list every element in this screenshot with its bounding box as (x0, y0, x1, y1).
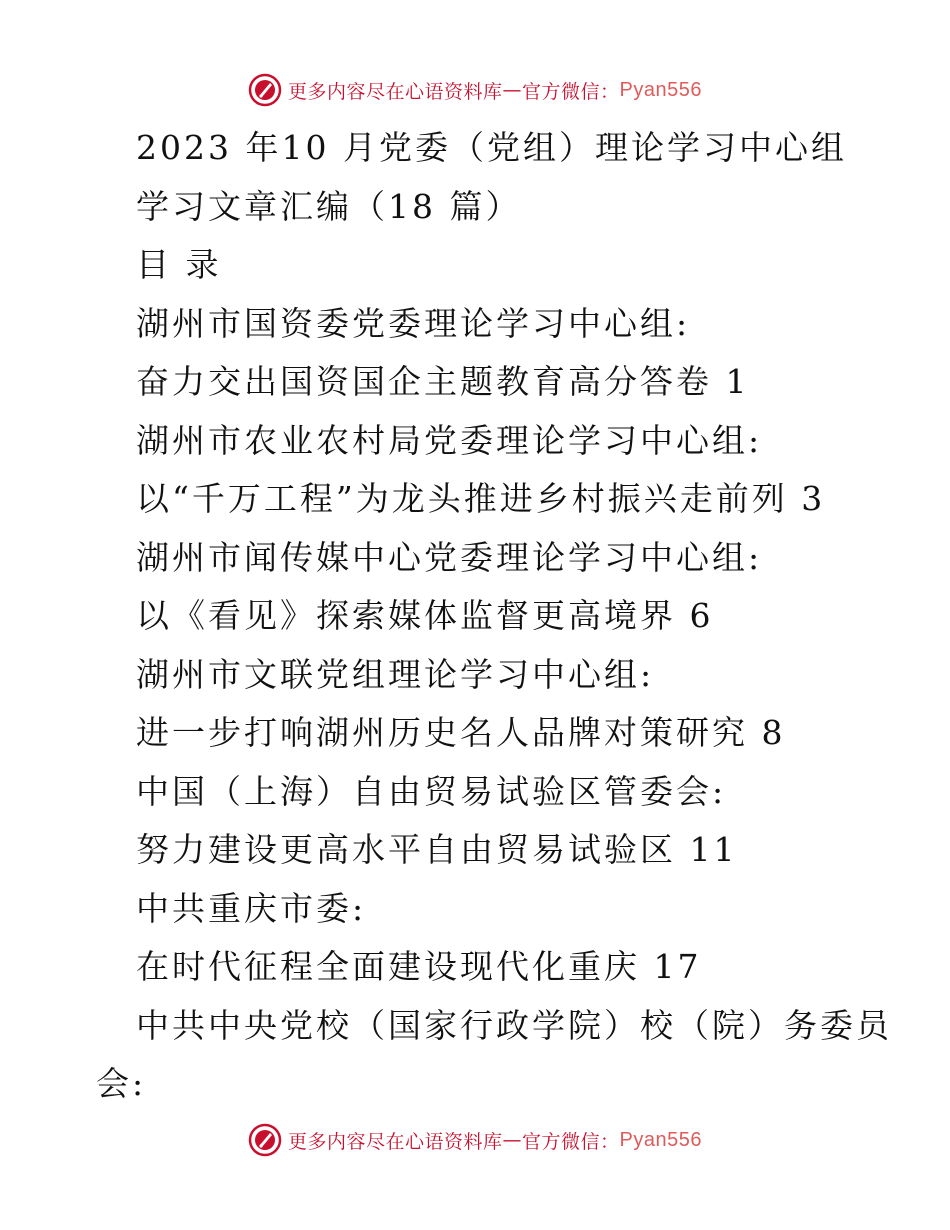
toc-line: 中国（上海）自由贸易试验区管委会: (136, 772, 727, 811)
watermark-text: 更多内容尽在心语资料库 (288, 1130, 503, 1153)
toc-line: 会: (96, 1064, 147, 1103)
watermark-dash: — (502, 1129, 523, 1151)
toc-line: 奋力交出国资国企主题教育高分答卷 1 (136, 362, 750, 401)
toc-line: 努力建设更高水平自由贸易试验区 11 (136, 830, 738, 869)
toc-line: 在时代征程全面建设现代化重庆 17 (136, 947, 702, 986)
toc-line: 湖州市闻传媒中心党委理论学习中心组: (136, 538, 763, 577)
watermark-wechat-label: 官方微信： (522, 1130, 620, 1153)
toc-line: 以《看见》探索媒体监督更高境界 6 (136, 596, 714, 635)
pen-nib-circle-icon (248, 1123, 282, 1157)
toc-line: 中共中央党校（国家行政学院）校（院）务委员 (136, 1006, 892, 1045)
toc-line: 湖州市文联党组理论学习中心组: (136, 655, 655, 694)
document-title-line-1: 2023 年10 月党委（党组）理论学习中心组 (136, 128, 847, 167)
toc-line: 以“千万工程”为龙头推进乡村振兴走前列 3 (136, 479, 826, 518)
watermark-banner-top (0, 70, 950, 110)
toc-line: 湖州市国资委党委理论学习中心组: (136, 304, 691, 343)
watermark-wechat-label: 官方微信： (522, 80, 620, 103)
toc-line: 中共重庆市委: (136, 889, 367, 928)
toc-line: 进一步打响湖州历史名人品牌对策研究 8 (136, 713, 786, 752)
watermark-wechat-id: Pyan556 (619, 78, 702, 101)
watermark-text: 更多内容尽在心语资料库 (288, 80, 503, 103)
toc-heading: 目 录 (136, 245, 222, 284)
watermark-wechat-id: Pyan556 (619, 1128, 702, 1151)
watermark-dash: — (502, 79, 523, 101)
document-title-line-2: 学习文章汇编（18 篇） (136, 187, 522, 226)
pen-nib-circle-icon (248, 73, 282, 107)
toc-line: 湖州市农业农村局党委理论学习中心组: (136, 421, 763, 460)
watermark-banner-bottom (0, 1120, 950, 1160)
